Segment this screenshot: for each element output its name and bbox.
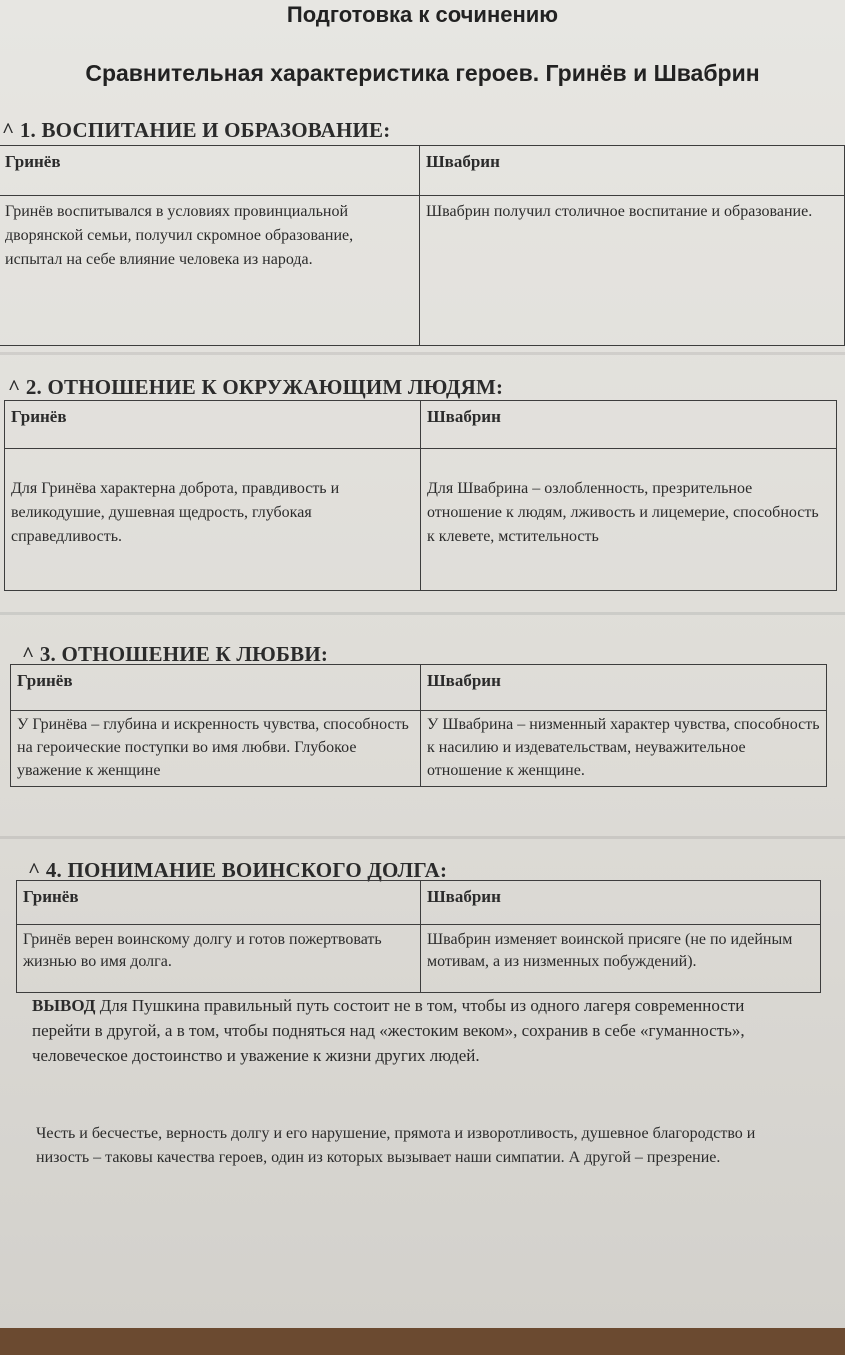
col-header-shvabrin: Швабрин [421, 401, 837, 449]
grinev-cell: У Гринёва – глубина и искренность чувства, способность на героические поступки во имя любви. Глубокое уважение к женщине [11, 711, 421, 787]
document-subtitle: Сравнительная характеристика героев. Гринёв и Швабрин [85, 60, 760, 86]
section-2-title: ^ 2. ОТНОШЕНИЕ К ОКРУЖАЮЩИМ ЛЮДЯМ: [8, 375, 504, 399]
col-header-shvabrin: Швабрин [421, 881, 821, 925]
section-1-table [0, 145, 845, 346]
section-4-title: ^ 4. ПОНИМАНИЕ ВОИНСКОГО ДОЛГА: [28, 858, 448, 882]
closing-paragraph: Честь и бесчестье, верность долгу и его нарушение, прямота и изворотливость, душевное благородство и низость – таковы качества героев, один из которых вызывает наши симпатии. А другой – презрение. [36, 1125, 756, 1166]
section-4-table [16, 880, 821, 993]
section-3-title: ^ 3. ОТНОШЕНИЕ К ЛЮБВИ: [22, 642, 329, 666]
grinev-cell: Для Гринёва характерна доброта, правдивость и великодушие, душевная щедрость, глубокая справедливость. [5, 449, 421, 591]
conclusion-label: ВЫВОД [32, 996, 96, 1015]
paper-fold [0, 352, 845, 355]
shvabrin-cell: Швабрин изменяет воинской присяге (не по идейным мотивам, а из низменных побуждений). [421, 925, 821, 993]
shvabrin-cell: Швабрин получил столичное воспитание и образование. [420, 196, 845, 346]
col-header-shvabrin: Швабрин [420, 146, 845, 196]
section-2-table [4, 400, 837, 591]
grinev-cell: Гринёв верен воинскому долгу и готов пожертвовать жизнью во имя долга. [17, 925, 421, 993]
col-header-shvabrin: Швабрин [421, 665, 827, 711]
document-title: Подготовка к сочинению [286, 2, 559, 27]
col-header-grinev: Гринёв [17, 881, 421, 925]
conclusion-paragraph [32, 993, 802, 1068]
col-header-grinev: Гринёв [5, 401, 421, 449]
section-3-table [10, 664, 827, 787]
col-header-grinev: Гринёв [0, 146, 420, 196]
grinev-cell: Гринёв воспитывался в условиях провинциальной дворянской семьи, получил скромное образование, испытал на себе влияние человека из народа. [0, 196, 420, 346]
col-header-grinev: Гринёв [11, 665, 421, 711]
section-1-title: ^ 1. ВОСПИТАНИЕ И ОБРАЗОВАНИЕ: [2, 118, 391, 142]
paper-fold [0, 836, 845, 839]
shvabrin-cell: Для Швабрина – озлобленность, презрительное отношение к людям, лживость и лицемерие, способность к клевете, мстительность [421, 449, 837, 591]
shvabrin-cell: У Швабрина – низменный характер чувства, способность к насилию и издевательствам, неуважительное отношение к женщине. [421, 711, 827, 787]
conclusion-text: Для Пушкина правильный путь состоит не в том, чтобы из одного лагеря современности перейти в другой, а в том, чтобы подняться над «жестоким веком», сохранив в себе «гуманность», человеческое достоинство и уважение к жизни других людей. [32, 996, 745, 1065]
paper-fold [0, 612, 845, 615]
